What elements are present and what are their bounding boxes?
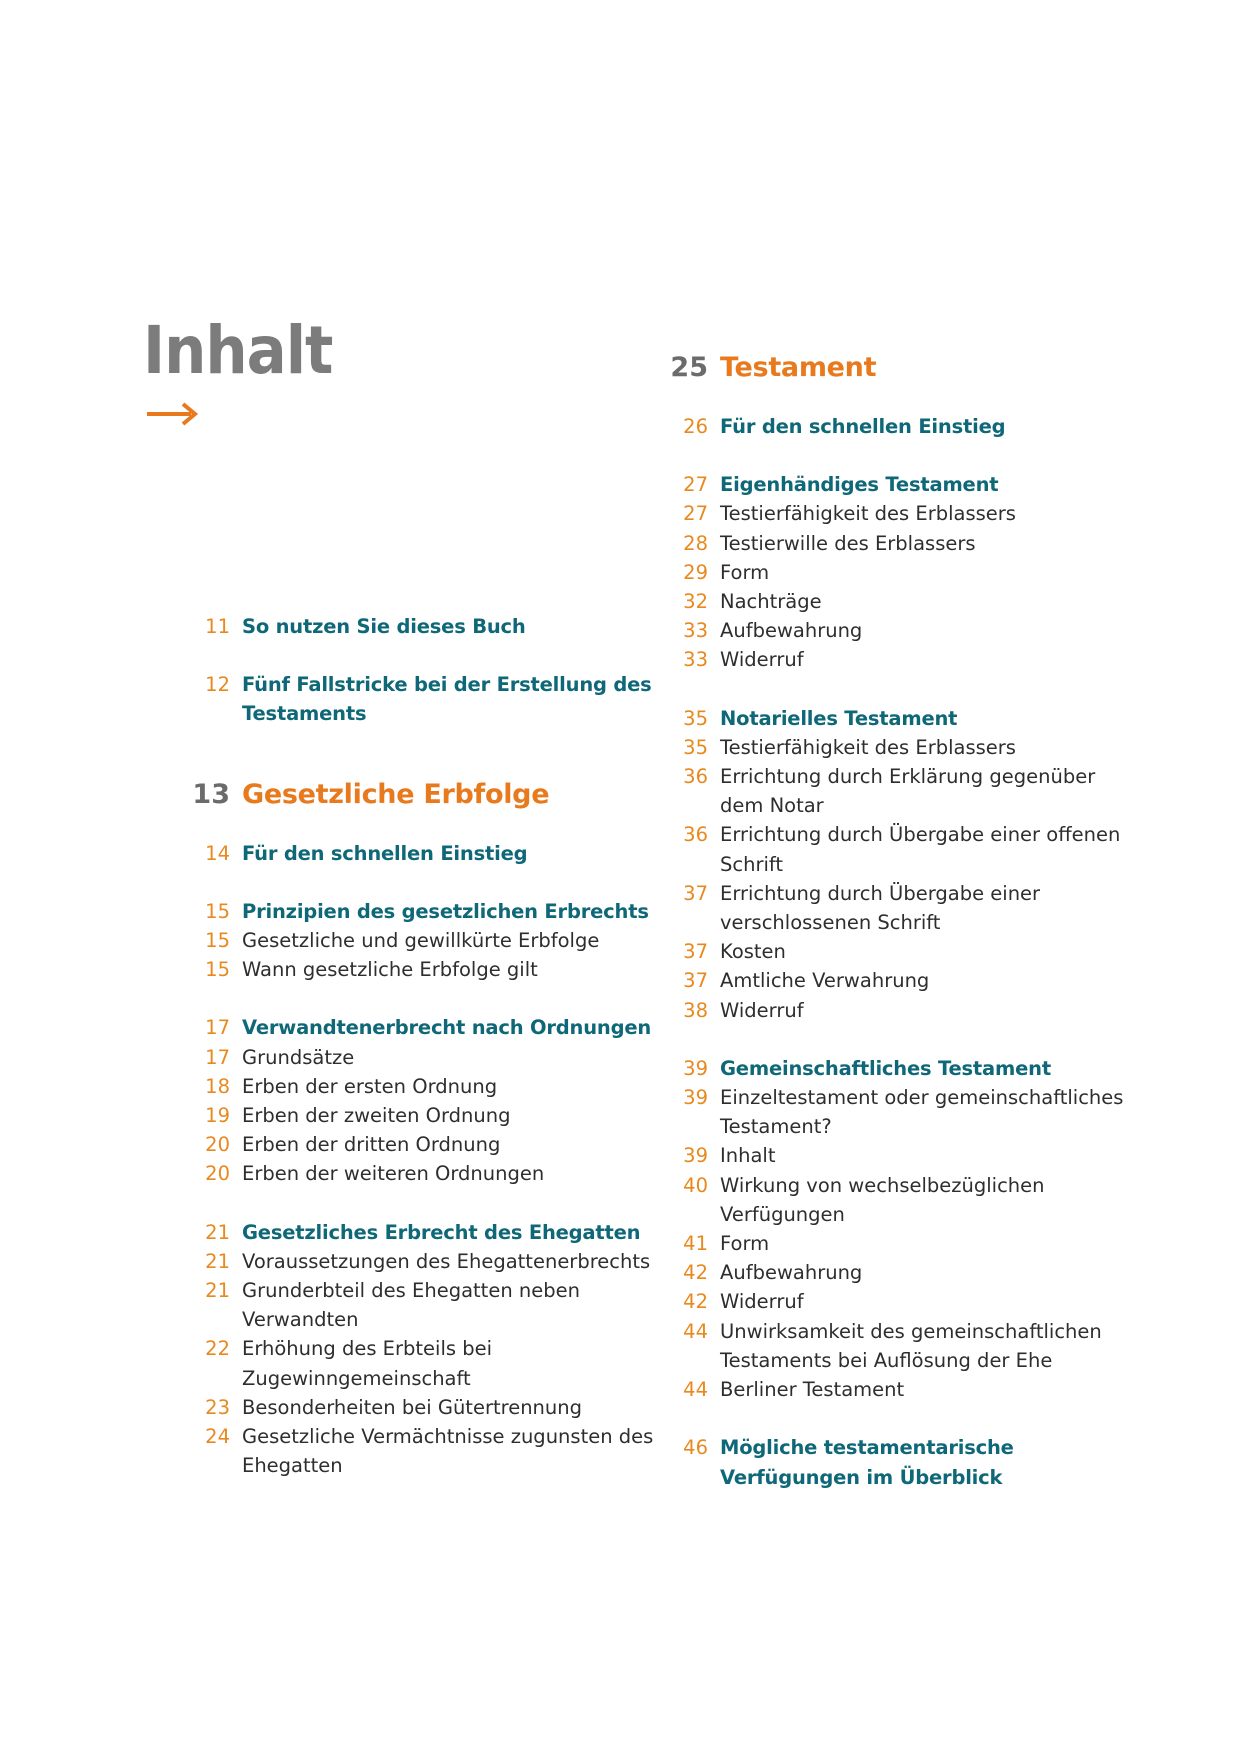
toc-section-group [668,704,1128,1025]
toc-entry-title: Fünf Fallstricke bei der Erstellung des Testaments [242,673,652,726]
toc-section-heading[interactable] [190,670,660,728]
toc-page-number: 21 [205,1279,230,1303]
toc-entry[interactable] [190,1393,660,1422]
toc-page-number: 19 [205,1104,230,1128]
toc-entry-title: Form [720,1232,770,1256]
toc-page-number: 22 [205,1337,230,1361]
toc-entry-title: Gesetzliches Erbrecht des Ehegatten [242,1220,641,1244]
toc-entry-title: Form [720,560,770,584]
toc-page-number: 26 [683,415,708,438]
toc-entry[interactable] [190,1072,660,1101]
toc-entry-title: Grundsätze [242,1045,355,1069]
toc-entry-title: Wann gesetzliche Erbfolge gilt [242,958,538,982]
toc-entry-title: Erhöhung des Erbteils bei Zugewinngemeinschaft [242,1337,493,1390]
toc-page-number: 20 [205,1133,230,1157]
toc-entry-title: Prinzipien des gesetzlichen Erbrechts [242,899,649,923]
toc-entry[interactable] [190,1043,660,1072]
toc-entry-title: Berliner Testament [720,1378,905,1402]
toc-page-number: 44 [683,1319,708,1343]
toc-section-heading[interactable] [190,1013,660,1042]
toc-page-number: 23 [205,1395,230,1419]
toc-entry-title: Für den schnellen Einstieg [720,415,1006,438]
toc-page-number: 27 [683,502,708,526]
toc-section-group [668,412,1128,441]
toc-page-number: 46 [683,1436,708,1460]
toc-section-group [668,1054,1128,1404]
toc-section-heading[interactable] [668,1433,1128,1491]
toc-column-left [190,612,660,1480]
toc-page-number: 17 [205,1016,230,1040]
toc-page-number: 17 [205,1045,230,1069]
toc-entry-title: Erben der ersten Ordnung [242,1074,498,1098]
toc-entry-title: Gesetzliche Vermächtnisse zugunsten des Ehegatten [242,1425,654,1478]
toc-entry-title: Nachträge [720,590,822,614]
toc-page-number: 15 [205,929,230,953]
toc-entry-title: Testierfähigkeit des Erblassers [720,735,1016,759]
toc-entry[interactable] [668,762,1128,820]
toc-entry-title: Gesetzliche und gewillkürte Erbfolge [242,929,600,953]
toc-entry[interactable] [668,1083,1128,1141]
toc-entry[interactable] [190,1159,660,1188]
toc-entry[interactable] [668,937,1128,966]
toc-page-number: 33 [683,648,708,672]
toc-column-right [668,352,1128,1492]
toc-page-number: 39 [683,1056,708,1080]
toc-entry[interactable] [668,733,1128,762]
toc-entry-title: Testierfähigkeit des Erblassers [720,502,1016,526]
toc-entry-title: Einzeltestament oder gemeinschaftliches Testament? [720,1086,1124,1139]
toc-sections [668,412,1128,1492]
toc-page-number: 11 [205,615,230,638]
toc-section-group [190,839,660,868]
toc-entry[interactable] [190,1334,660,1392]
toc-entry-title: Eigenhändiges Testament [720,473,999,497]
toc-page-number: 14 [205,841,230,865]
toc-section-heading[interactable] [190,897,660,926]
toc-entry[interactable] [190,1276,660,1334]
toc-section-group [190,1218,660,1481]
toc-entry[interactable] [668,587,1128,616]
toc-entry[interactable] [668,879,1128,937]
toc-entry[interactable] [668,1141,1128,1170]
toc-page-number: 15 [205,958,230,982]
toc-entry[interactable] [668,529,1128,558]
toc-page-number: 18 [205,1074,230,1098]
toc-entry-title: Widerruf [720,1290,804,1314]
toc-page-number: 38 [683,998,708,1022]
toc-section-heading[interactable] [668,1054,1128,1083]
toc-page-number: 15 [205,899,230,923]
toc-intro [190,612,660,729]
toc-entry[interactable] [668,966,1128,995]
arrow-right-icon [147,398,201,430]
toc-page-number: 12 [205,673,230,697]
toc-page-number: 32 [683,590,708,614]
toc-page-number: 41 [683,1232,708,1256]
toc-page-number: 28 [683,531,708,555]
toc-entry-title: Widerruf [720,998,804,1022]
toc-entry[interactable] [190,926,660,955]
toc-entry[interactable] [668,616,1128,645]
toc-entry[interactable] [668,996,1128,1025]
toc-page-number: 24 [205,1425,230,1449]
toc-page-number: 35 [683,735,708,759]
toc-entry-title: Erben der zweiten Ordnung [242,1104,511,1128]
toc-entry[interactable] [668,1229,1128,1258]
toc-entry-title: Errichtung durch Übergabe einer offenen Schrift [720,823,1121,876]
toc-section-heading[interactable] [190,1218,660,1247]
toc-section-heading[interactable] [190,612,660,641]
toc-page-number: 20 [205,1162,230,1186]
chapter-heading[interactable] [668,352,1128,392]
toc-entry-title: Inhalt [720,1144,776,1168]
toc-entry-title: So nutzen Sie dieses Buch [242,615,526,638]
toc-entry-title: Mögliche testamentarische Verfügungen im Überblick [720,1436,1014,1489]
toc-entry-title: Notarielles Testament [720,706,958,730]
toc-entry[interactable] [668,499,1128,528]
toc-page-number: 35 [683,706,708,730]
toc-section-group [190,897,660,985]
chapter-page-number: 13 [192,778,230,810]
toc-entry-title: Besonderheiten bei Gütertrennung [242,1395,583,1419]
toc-page-number: 37 [683,940,708,964]
toc-page-number: 21 [205,1249,230,1273]
toc-entry-title: Amtliche Verwahrung [720,969,930,993]
toc-entry[interactable] [668,1171,1128,1229]
toc-entry[interactable] [668,1317,1128,1375]
toc-sections [190,839,660,1481]
toc-entry[interactable] [668,558,1128,587]
toc-page-number: 27 [683,473,708,497]
toc-entry-title: Gemeinschaftliches Testament [720,1056,1051,1080]
toc-page-number: 36 [683,765,708,789]
toc-entry-title: Testierwille des Erblassers [720,531,976,555]
toc-page-number: 39 [683,1086,708,1110]
toc-entry-title: Voraussetzungen des Ehegattenerbrechts [242,1249,651,1273]
toc-entry[interactable] [190,1130,660,1159]
toc-entry[interactable] [668,1258,1128,1287]
page-title: Inhalt [143,312,333,389]
toc-entry[interactable] [668,820,1128,878]
toc-page-number: 39 [683,1144,708,1168]
toc-section-group [190,1013,660,1188]
toc-page-number: 44 [683,1378,708,1402]
toc-section-group [668,470,1128,674]
toc-entry-title: Wirkung von wechselbezüglichen Verfügungen [720,1173,1045,1226]
toc-entry-title: Grunderbteil des Ehegatten neben Verwandten [242,1279,580,1332]
chapter-title: Testament [720,352,877,383]
toc-entry[interactable] [668,1287,1128,1316]
toc-entry-title: Aufbewahrung [720,619,863,643]
chapter-heading[interactable] [190,779,660,819]
toc-entry-title: Errichtung durch Erklärung gegenüber dem Notar [720,765,1096,818]
toc-entry-title: Widerruf [720,648,804,672]
toc-entry-title: Verwandtenerbrecht nach Ordnungen [242,1016,652,1040]
chapter-page-number: 25 [670,352,708,383]
toc-entry[interactable] [190,1422,660,1480]
toc-entry[interactable] [668,645,1128,674]
toc-page-number: 42 [683,1261,708,1285]
toc-entry-title: Für den schnellen Einstieg [242,841,528,865]
toc-section-heading[interactable] [668,412,1128,441]
toc-entry[interactable] [190,1101,660,1130]
toc-page-number: 36 [683,823,708,847]
toc-entry-title: Erben der weiteren Ordnungen [242,1162,545,1186]
toc-entry[interactable] [668,1375,1128,1404]
toc-page-number: 21 [205,1220,230,1244]
toc-section-heading[interactable] [190,839,660,868]
toc-page-number: 37 [683,969,708,993]
toc-entry-title: Kosten [720,940,786,964]
toc-page-number: 40 [683,1173,708,1197]
toc-entry-title: Errichtung durch Übergabe einer verschlossenen Schrift [720,881,1041,935]
toc-entry-title: Unwirksamkeit des gemeinschaftlichen Testaments bei Auflösung der Ehe [720,1319,1102,1372]
toc-section-heading[interactable] [668,470,1128,499]
toc-section-heading[interactable] [668,704,1128,733]
chapter-title: Gesetzliche Erbfolge [242,778,550,810]
toc-section-group [668,1433,1128,1491]
toc-page-number: 42 [683,1290,708,1314]
toc-page-number: 33 [683,619,708,643]
toc-page-number: 37 [683,881,708,905]
toc-entry-title: Aufbewahrung [720,1261,863,1285]
toc-page-number: 29 [683,560,708,584]
toc-entry-title: Erben der dritten Ordnung [242,1133,501,1157]
toc-entry[interactable] [190,1247,660,1276]
toc-entry[interactable] [190,955,660,984]
